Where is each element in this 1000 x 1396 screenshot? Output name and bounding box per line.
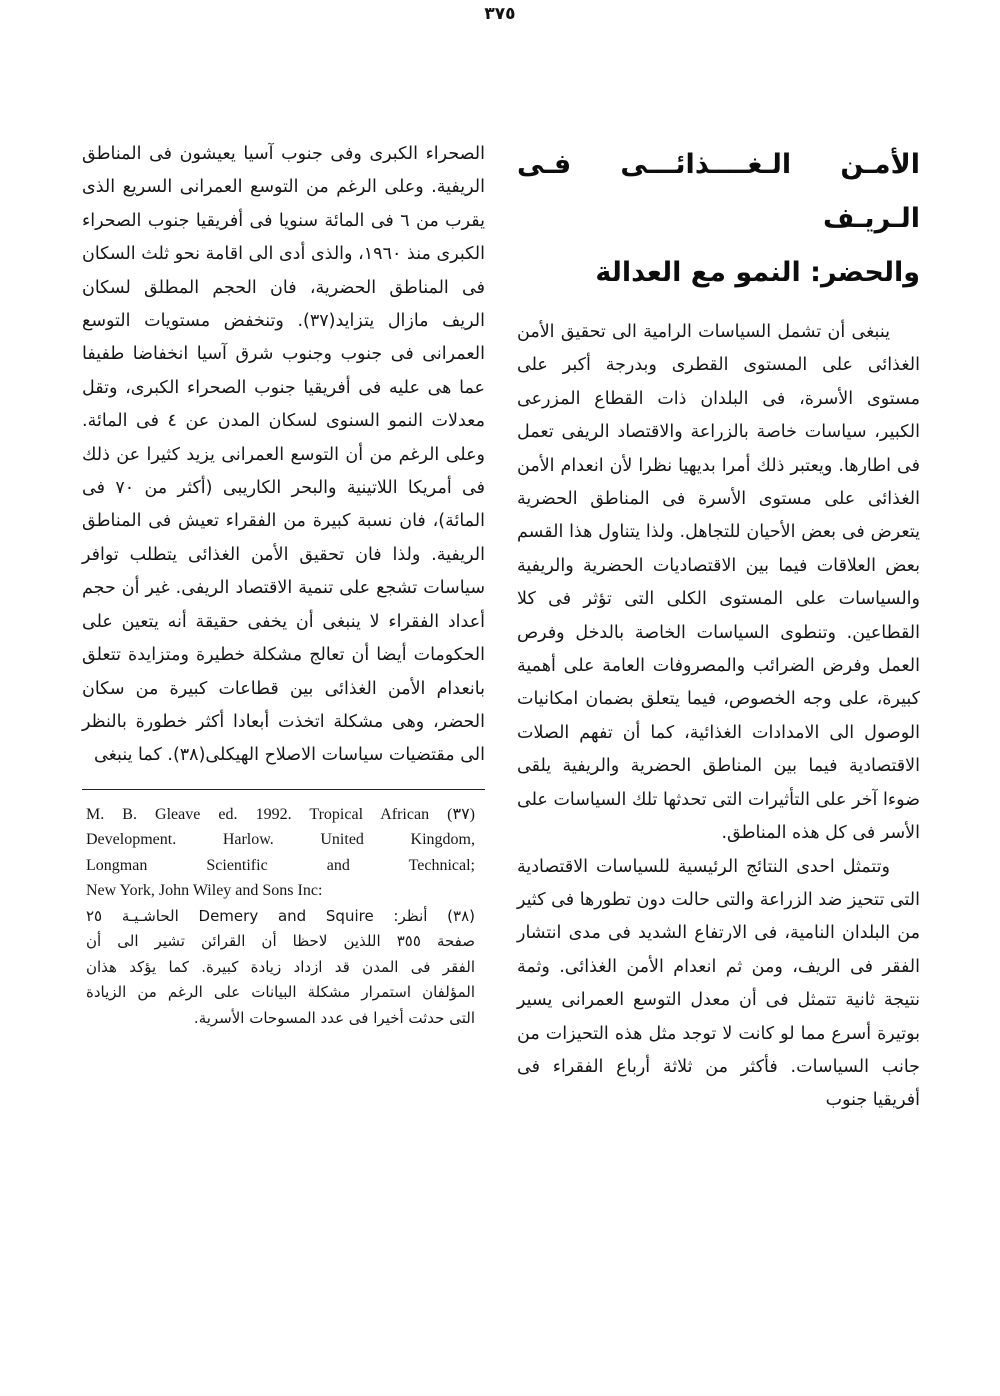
body-paragraph: وتتمثل احدى النتائج الرئيسية للسياسات الاقتصادية التى تتحيز ضد الزراعة والتى حالت دون تطورها فى كثير من البلدان النامية، فى الارتفاع الشديد فى مدى انتشار الفقر فى الريف، ومن ثم انعدام الأمن الغذائى. وثمة نتيجة ثانية تتمثل فى أن معدل التوسع العمرانى يسير بوتيرة أسرع مما لو كانت لا توجد مثل هذه التحيزات من جانب السياسات. فأكثر من ثلاثة أرباع الفقراء فى أفريقيا جنوب xyxy=(517,856,920,1111)
footnote-line: المؤلفان استمرار مشكلة البيانات على الرغم من الزيادة xyxy=(86,983,475,1002)
footnote-line: الفقر فى المدن قد ازداد زيادة كبيرة. كما يؤكد هذان xyxy=(86,957,475,976)
article-title xyxy=(517,138,920,300)
footnote-separator xyxy=(82,789,485,790)
column-left xyxy=(82,138,485,1118)
article-title-line-2: والحضر: النمو مع العدالة xyxy=(595,257,920,288)
footnote-line: Longman Scientific and Technical; xyxy=(86,856,475,874)
footnote-line: التى حدثت أخيرا فى عدد المسوحات الأسرية. xyxy=(193,1008,475,1027)
body-paragraph: ينبغى أن تشمل السياسات الرامية الى تحقيق الأمن الغذائى على المستوى القطرى وبدرجة أكبر على مستوى الأسرة، فى البلدان ذات القطاع المزرعى الكبير، سياسات خاصة بالزراعة والاقتصاد الريفى تعمل فى اطارها. ويعتبر ذلك أمرا بديهيا نظرا لأن انعدام الأمن الغذائى على مستوى الأسرة فى المناطق الحضرية يتعرض فى بعض الأحيان للتجاهل. ولذا يتناول هذا القسم بعض العلاقات فيما بين الاقتصاديات الحضرية والريفية والسياسات على المستوى الكلى التى تؤثر فى كلا القطاعين. وتنطوى السياسات الخاصة بالدخل وفرص العمل وفرض الضرائب والمصروفات العامة على أهمية كبيرة، على وجه الخصوص، فيما يتعلق بضمان امكانيات الوصول الى الامدادات الغذائية، كما أن تفهم الصلات الاقتصادية فيما بين المناطق الحضرية والريفية يلقى ضوءا آخر على التأثيرات التى تحدثها تلك السياسات على الأسر فى كل هذه المناطق. xyxy=(517,322,920,844)
footnote-line: (٣٨) أنظر: Demery and Squire الحاشـيـة ٢٥ xyxy=(86,906,475,925)
page-number: ٣٧٥ xyxy=(484,4,516,24)
footnotes xyxy=(82,802,485,1032)
footnote-line: New York, John Wiley and Sons Inc: xyxy=(86,882,323,900)
body-paragraph: الصحراء الكبرى وفى جنوب آسيا يعيشون فى المناطق الريفية. وعلى الرغم من التوسع العمرانى السريع الذى يقرب من ٦ فى المائة سنويا فى أفريقيا جنوب الصحراء الكبرى منذ ١٩٦٠، والذى أدى الى اقامة نحو ثلث السكان فى المناطق الحضرية، فان الحجم المطلق لسكان الريف مازال يتزايد(٣٧). وتنخفض مستويات التوسع العمرانى فى جنوب وجنوب شرق آسيا انخفاضا طفيفا عما هى عليه فى أفريقيا جنوب الصحراء الكبرى، وتقل معدلات النمو السنوى لسكان المدن عن ٤ فى المائة. وعلى الرغم من أن التوسع العمرانى يزيد كثيرا عن ذلك فى أمريكا اللاتينية والبحر الكاريبى (أكثر من ٧٠ فى المائة)، فان نسبة كبيرة من الفقراء تعيش فى المناطق الريفية. ولذا فان تحقيق الأمن الغذائى يتطلب توافر سياسات تشجع على تنمية الاقتصاد الريفى. غير أن حجم أعداد الفقراء لا ينبغى أن يخفى حقيقة أنه يتعين على الحكومات أيضا أن تعالج مشكلة خطيرة ومتزايدة تتعلق بانعدام الأمن الغذائى بين قطاعات كبيرة من سكان الحضر، وهى مشكلة اتخذت أبعادا أكثر خطورة بالنظر الى مقتضيات سياسات الاصلاح الهيكلى(٣٨). كما ينبغى xyxy=(82,144,485,766)
footnote-line: M. B. Gleave ed. 1992. Tropical African (٣٧) xyxy=(86,805,475,823)
column-right xyxy=(517,138,920,1118)
article-title-line-1: الأمـن الـغــــذائـــى فـى الـريـف xyxy=(517,149,920,234)
text-columns xyxy=(82,138,920,1118)
footnote-line: Development. Harlow. United Kingdom, xyxy=(86,831,475,849)
footnote-line: صفحة ٣٥٥ اللذين لاحظا أن القرائن تشير الى أن xyxy=(86,932,475,951)
